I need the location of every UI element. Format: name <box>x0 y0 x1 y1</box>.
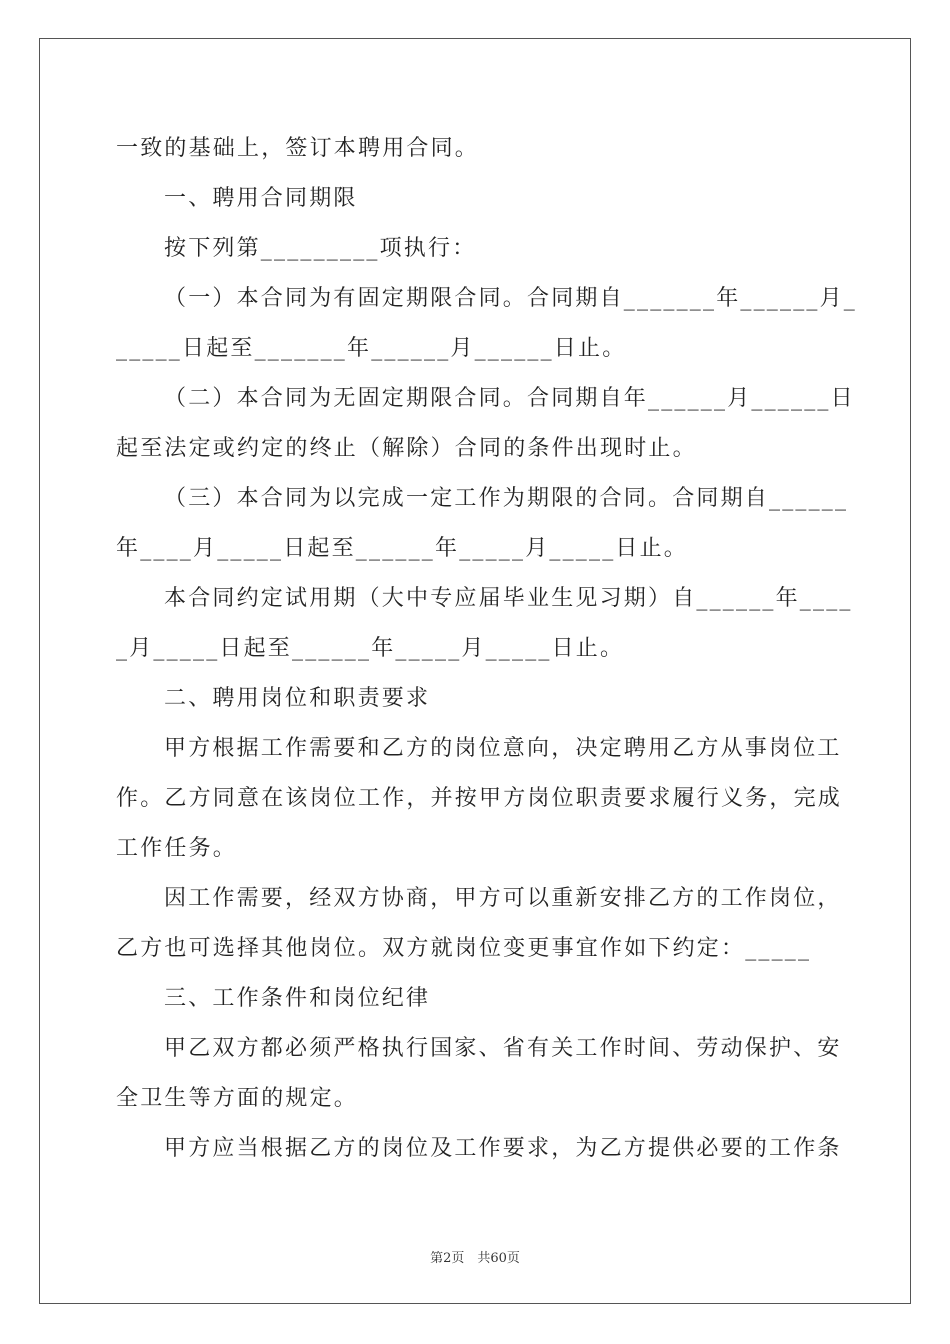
text-line: 作。乙方同意在该岗位工作，并按甲方岗位职责要求履行义务，完成 <box>116 786 843 811</box>
text-line: （三）本合同为以完成一定工作为期限的合同。合同期自______ <box>164 486 849 511</box>
text-line: _月_____日起至______年_____月_____日止。 <box>116 636 625 661</box>
text-line: 年____月_____日起至______年_____月_____日止。 <box>116 536 689 561</box>
document-body <box>116 124 858 1174</box>
text-line: （一）本合同为有固定期限合同。合同期自_______年______月_ <box>164 286 858 311</box>
section-heading: 三、工作条件和岗位纪律 <box>164 986 431 1011</box>
text-line: 起至法定或约定的终止（解除）合同的条件出现时止。 <box>116 436 697 461</box>
text-line: 本合同约定试用期（大中专应届毕业生见习期）自______年____ <box>164 586 853 611</box>
text-line: 甲乙双方都必须严格执行国家、省有关工作时间、劳动保护、安 <box>164 1036 842 1061</box>
text-line: （二）本合同为无固定期限合同。合同期自年______月______日 <box>164 386 855 411</box>
text-line: 全卫生等方面的规定。 <box>116 1086 359 1111</box>
section-heading: 二、聘用岗位和职责要求 <box>164 686 431 711</box>
section-heading: 一、聘用合同期限 <box>164 186 358 211</box>
text-line: 按下列第_________项执行： <box>164 236 477 261</box>
text-line: _____日起至_______年______月______日止。 <box>116 336 627 361</box>
text-line: 工作任务。 <box>116 836 238 861</box>
text-line: 甲方应当根据乙方的岗位及工作要求，为乙方提供必要的工作条 <box>164 1136 842 1161</box>
text-line: 甲方根据工作需要和乙方的岗位意向，决定聘用乙方从事岗位工 <box>164 736 842 761</box>
text-line: 一致的基础上，签订本聘用合同。 <box>116 136 480 161</box>
text-line: 因工作需要，经双方协商，甲方可以重新安排乙方的工作岗位， <box>164 886 842 911</box>
page-number: 第2页 共60页 <box>430 1251 520 1266</box>
text-line: 乙方也可选择其他岗位。双方就岗位变更事宜作如下约定：_____ <box>116 936 812 961</box>
